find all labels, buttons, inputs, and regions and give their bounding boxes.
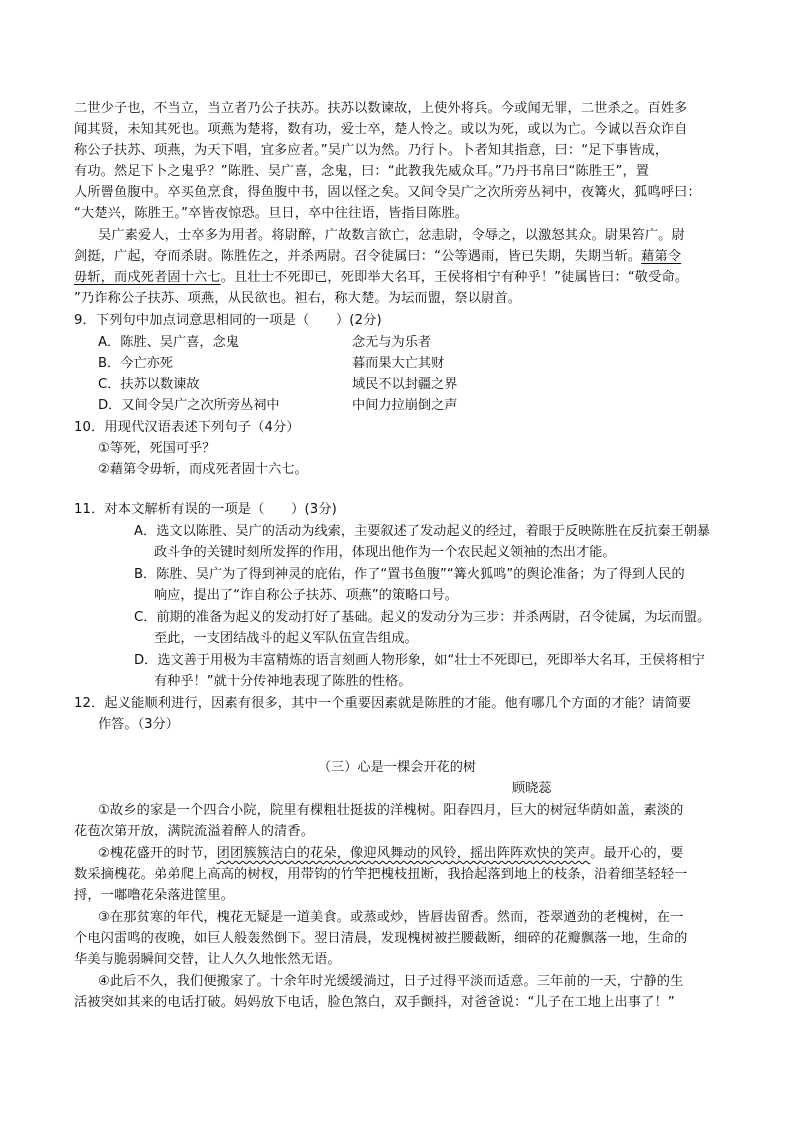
question-9-stem: 9．下列句中加点词意思相同的一项是（ ）(2分) bbox=[74, 313, 382, 328]
passage-line: ①故乡的家是一个四合小院，院里有棵粗壮挺拔的洋槐树。阳春四月，巨大的树冠华荫如盖，素淡的 bbox=[98, 803, 684, 818]
passage-text: ②槐花盛开的时节， bbox=[98, 846, 217, 861]
passage-line: 捋，一嘟噜花朵落进筐里。 bbox=[74, 888, 235, 903]
wavy-underlined-sentence: 团团簇簇洁白的花朵，像迎风舞动的风铃，摇出阵阵欢快的笑声 bbox=[216, 846, 591, 861]
passage-text: 。最开心的，要 bbox=[590, 846, 684, 861]
q11-option-b-cont: 响应，提出了“诈自称公子扶苏、项燕”的策略口号。 bbox=[154, 588, 458, 603]
q11-option-a-cont: 政斗争的关键时刻所发挥的作用，体现出他作为一个农民起义领袖的杰出才能。 bbox=[154, 545, 616, 560]
passage-line: ④此后不久，我们便搬家了。十余年时光缓缓淌过，日子过得平淡而适意。三年前的一天，宁静的生 bbox=[98, 974, 684, 989]
q9-option-d-right: 中间力拉崩倒之声 bbox=[352, 398, 458, 413]
q11-option-d: D．选文善于用极为丰富精炼的语言刻画人物形象，如“壮士不死即已，死即举大名耳，王侯将相宁 bbox=[134, 653, 705, 668]
passage-line: 活被突如其来的电话打破。妈妈放下电话，脸色煞白，双手颤抖，对爸爸说：“儿子在工地上出事了！” bbox=[74, 995, 675, 1010]
q9-option-a-right: 念无与为乐者 bbox=[352, 335, 432, 350]
passage-line: 华美与脆弱瞬间交替，让人久久地怅然无语。 bbox=[74, 952, 341, 967]
passage-line: ③在那贫寒的年代，槐花无疑是一道美食。或蒸或炒，皆唇齿留香。然而，苍翠遒劲的老槐树，在一 bbox=[98, 910, 684, 925]
passage-text: 剑挺，广起，夺而杀尉。陈胜佐之，并杀两尉。召令徒属曰：“公等遇雨，皆已失期，失期当斩。 bbox=[74, 249, 642, 264]
underlined-sentence: 毋斩，而戍死者固十六七 bbox=[74, 270, 221, 285]
q9-option-b-right: 暮而果大亡其财 bbox=[352, 356, 445, 371]
q9-option-d-left: D．又间令吴广之次所旁丛祠中 bbox=[98, 398, 280, 413]
passage-line: 有功。然足下卜之鬼乎？”陈胜、吴广喜，念鬼，曰：“此教我先威众耳。”乃丹书帛曰“陈胜王”，置 bbox=[74, 164, 650, 179]
q11-option-a: A．选文以陈胜、吴广的活动为线索，主要叙述了发动起义的经过，着眼于反映陈胜在反抗秦王朝暴 bbox=[134, 524, 711, 539]
q9-option-c-left: C．扶苏以数谏故 bbox=[98, 377, 200, 392]
q11-option-b: B．陈胜、吴广为了得到神灵的庇佑，作了“置书鱼腹”“篝火狐鸣”的舆论准备；为了得到人民的 bbox=[134, 567, 685, 582]
q9-option-b-left: B．今亡亦死 bbox=[98, 356, 173, 371]
question-12-stem: 12．起义能顺利进行，因素有很多，其中一个重要因素就是陈胜的才能。他有哪几个方面的才能？请简要 bbox=[74, 696, 692, 711]
q10-item-1: ①等死，死国可乎？ bbox=[98, 441, 216, 456]
question-10-stem: 10．用现代汉语表述下列句子（4分） bbox=[74, 420, 300, 435]
passage-text: 。且壮士不死即已，死即举大名耳，王侯将相宁有种乎！”徒属皆曰：“敬受命。 bbox=[220, 270, 689, 285]
section-author: 顾晓蕊 bbox=[512, 781, 552, 796]
passage-line bbox=[74, 246, 681, 267]
passage-line: 个电闪雷鸣的夜晚，如巨人般轰然倒下。翌日清晨，发现槐树被拦腰截断，细碎的花瓣飘落一地，生命的 bbox=[74, 931, 688, 946]
q9-option-a-left: A．陈胜、吴广喜，念鬼 bbox=[98, 335, 239, 350]
question-11-stem: 11．对本文解析有误的一项是（ ）(3分) bbox=[74, 502, 337, 517]
underlined-sentence: 藉第令 bbox=[641, 249, 682, 264]
q11-option-c: C．前期的准备为起义的发动打好了基础。起义的发动分为三步：并杀两尉，召令徒属，为坛而盟。 bbox=[134, 610, 711, 625]
q11-option-c-cont: 至此，一支团结战斗的起义军队伍宣告组成。 bbox=[154, 631, 418, 646]
passage-line: 吴广素爱人，士卒多为用者。将尉醉，广故数言欲亡，忿恚尉，令辱之，以激怒其众。尉果笞广。尉 bbox=[98, 228, 685, 243]
passage-line bbox=[74, 267, 688, 288]
passage-line: 数采摘槐花。弟弟爬上高高的树杈，用带钩的竹竿把槐枝扭断，我拾起落到地上的枝条，沿着细茎轻轻一 bbox=[74, 867, 688, 882]
q11-option-d-cont: 有种乎！”就十分传神地表现了陈胜的性格。 bbox=[154, 674, 412, 689]
passage-line: “大楚兴，陈胜王。”卒皆夜惊恐。旦日，卒中往往语，皆指目陈胜。 bbox=[74, 206, 469, 221]
passage-line: 闻其贤，未知其死也。项燕为楚将，数有功，爱士卒，楚人怜之。或以为死，或以为亡。今诚以吾众诈自 bbox=[74, 122, 688, 137]
question-12-stem-cont: 作答。（3分） bbox=[98, 717, 179, 732]
passage-line bbox=[98, 843, 684, 864]
passage-line: 花苞次第开放，满院流溢着醉人的清香。 bbox=[74, 824, 315, 839]
passage-line: 人所罾鱼腹中。卒买鱼烹食，得鱼腹中书，固以怪之矣。又间令吴广之次所旁丛祠中，夜篝火，狐鸣呼曰： bbox=[74, 185, 701, 200]
passage-line: 称公子扶苏、项燕，为天下唱，宜多应者。”吴广以为然。乃行卜。卜者知其指意，曰：“足下事皆成， bbox=[74, 143, 669, 158]
q10-item-2: ②藉第令毋斩，而戍死者固十六七。 bbox=[98, 462, 308, 477]
q9-option-c-right: 域民不以封疆之界 bbox=[352, 377, 458, 392]
passage-line: ”乃诈称公子扶苏、项燕，从民欲也。袒右，称大楚。为坛而盟，祭以尉首。 bbox=[74, 291, 522, 306]
section-title: （三）心是一棵会开花的树 bbox=[317, 760, 477, 775]
passage-line: 二世少子也，不当立，当立者乃公子扶苏。扶苏以数谏故，上使外将兵。今或闻无罪，二世杀之。百姓多 bbox=[74, 101, 688, 116]
